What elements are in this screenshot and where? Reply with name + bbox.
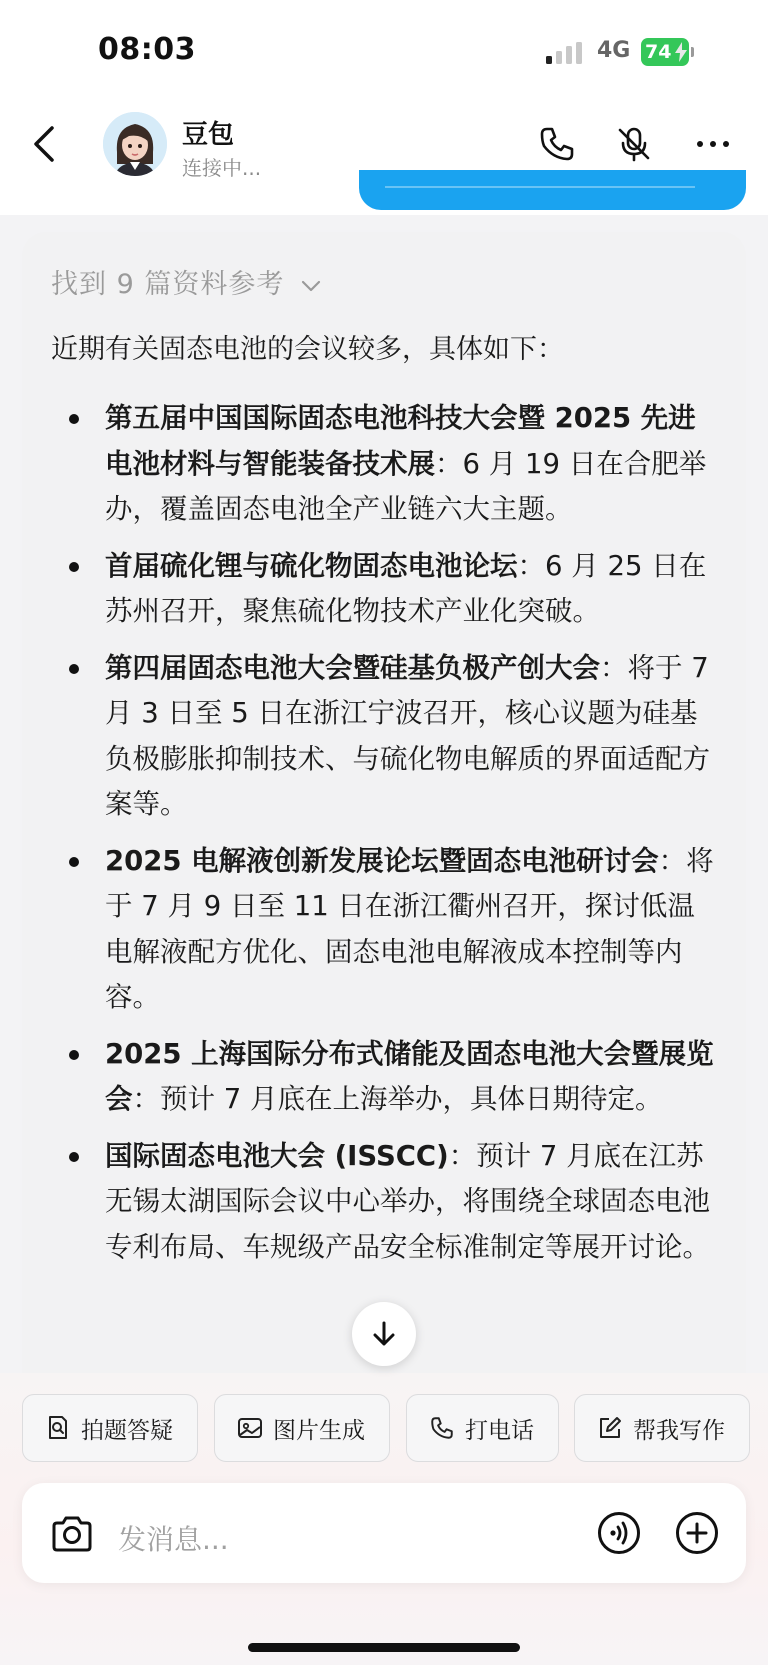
phone-icon <box>429 1415 455 1441</box>
item-desc: ：6 月 19 日在合肥举办，覆盖固态电池全产业链六大主题。 <box>105 447 707 525</box>
list-item <box>51 544 716 635</box>
item-desc: ：6 月 25 日在苏州召开，聚焦硫化物技术产业化突破。 <box>105 549 707 627</box>
plus-icon[interactable] <box>675 1511 719 1555</box>
chip-label: 拍题答疑 <box>81 1417 173 1444</box>
more-icon[interactable] <box>693 124 733 164</box>
camera-icon[interactable] <box>50 1514 94 1554</box>
item-title: 2025 上海国际分布式储能及固态电池大会暨展览会 <box>105 1037 714 1115</box>
references-toggle[interactable] <box>51 262 322 301</box>
battery-icon <box>641 38 689 66</box>
chip-label: 图片生成 <box>273 1417 365 1444</box>
mute-icon[interactable] <box>614 124 654 164</box>
list-item <box>51 1134 716 1271</box>
message-input[interactable]: 发消息... <box>118 1523 229 1556</box>
back-arrow-icon[interactable] <box>30 124 58 164</box>
chevron-down-icon <box>300 279 322 293</box>
scroll-to-bottom-button[interactable] <box>352 1302 416 1366</box>
list-item <box>51 839 716 1021</box>
user-message-bubble <box>359 170 746 210</box>
image-icon <box>237 1415 263 1441</box>
quick-action-photo-question[interactable] <box>22 1394 198 1462</box>
chip-label: 帮我写作 <box>633 1417 725 1444</box>
chip-label: 打电话 <box>465 1417 534 1444</box>
status-time: 08:03 <box>98 32 196 67</box>
item-desc: ：将于 7 月 3 日至 5 日在浙江宁波召开，核心议题为硅基负极膨胀抑制技术、与硫化物电解质的界面适配方案等。 <box>105 651 710 820</box>
list-item <box>51 396 716 533</box>
item-title: 首届硫化锂与硫化物固态电池论坛 <box>105 549 518 582</box>
signal-icon <box>546 42 590 66</box>
avatar[interactable] <box>103 112 167 176</box>
item-title: 第五届中国国际固态电池科技大会暨 2025 先进电池材料与智能装备技术展 <box>105 402 696 480</box>
voice-icon[interactable] <box>597 1511 641 1555</box>
quick-action-image-gen[interactable] <box>214 1394 390 1462</box>
quick-action-writing[interactable] <box>574 1394 750 1462</box>
item-title: 第四届固态电池大会暨硅基负极产创大会 <box>105 651 600 684</box>
item-desc: ：预计 7 月底在上海举办，具体日期待定。 <box>132 1083 663 1115</box>
item-desc: ：将于 7 月 9 日至 11 日在浙江衢州召开，探讨低温电解液配方优化、固态电池电解液成本控制等内容。 <box>105 844 714 1013</box>
item-title: 2025 电解液创新发展论坛暨固态电池研讨会 <box>105 844 659 877</box>
message-intro: 近期有关固态电池的会议较多，具体如下： <box>51 334 564 365</box>
item-desc: ：预计 7 月底在江苏无锡太湖国际会议中心举办，将围绕全球固态电池专利布局、车规级产品安全标准制定等展开讨论。 <box>105 1139 710 1263</box>
home-indicator <box>248 1643 520 1652</box>
charging-bolt-icon <box>675 42 687 62</box>
network-type: 4G <box>597 38 631 63</box>
list-item <box>51 646 716 828</box>
phone-icon[interactable] <box>537 124 577 164</box>
contact-name: 豆包 <box>182 120 235 150</box>
avatar-image <box>103 112 167 176</box>
connection-status: 连接中... <box>182 156 262 180</box>
conference-list <box>51 396 716 1281</box>
quick-action-call[interactable] <box>406 1394 559 1462</box>
battery-level: 74 <box>645 41 672 63</box>
arrow-down-icon <box>370 1320 398 1348</box>
search-doc-icon <box>45 1415 71 1441</box>
list-item <box>51 1032 716 1123</box>
references-label: 找到 9 篇资料参考 <box>51 269 285 300</box>
item-title: 国际固态电池大会 (ISSCC) <box>105 1139 449 1172</box>
status-bar <box>0 0 768 100</box>
edit-icon <box>597 1415 623 1441</box>
